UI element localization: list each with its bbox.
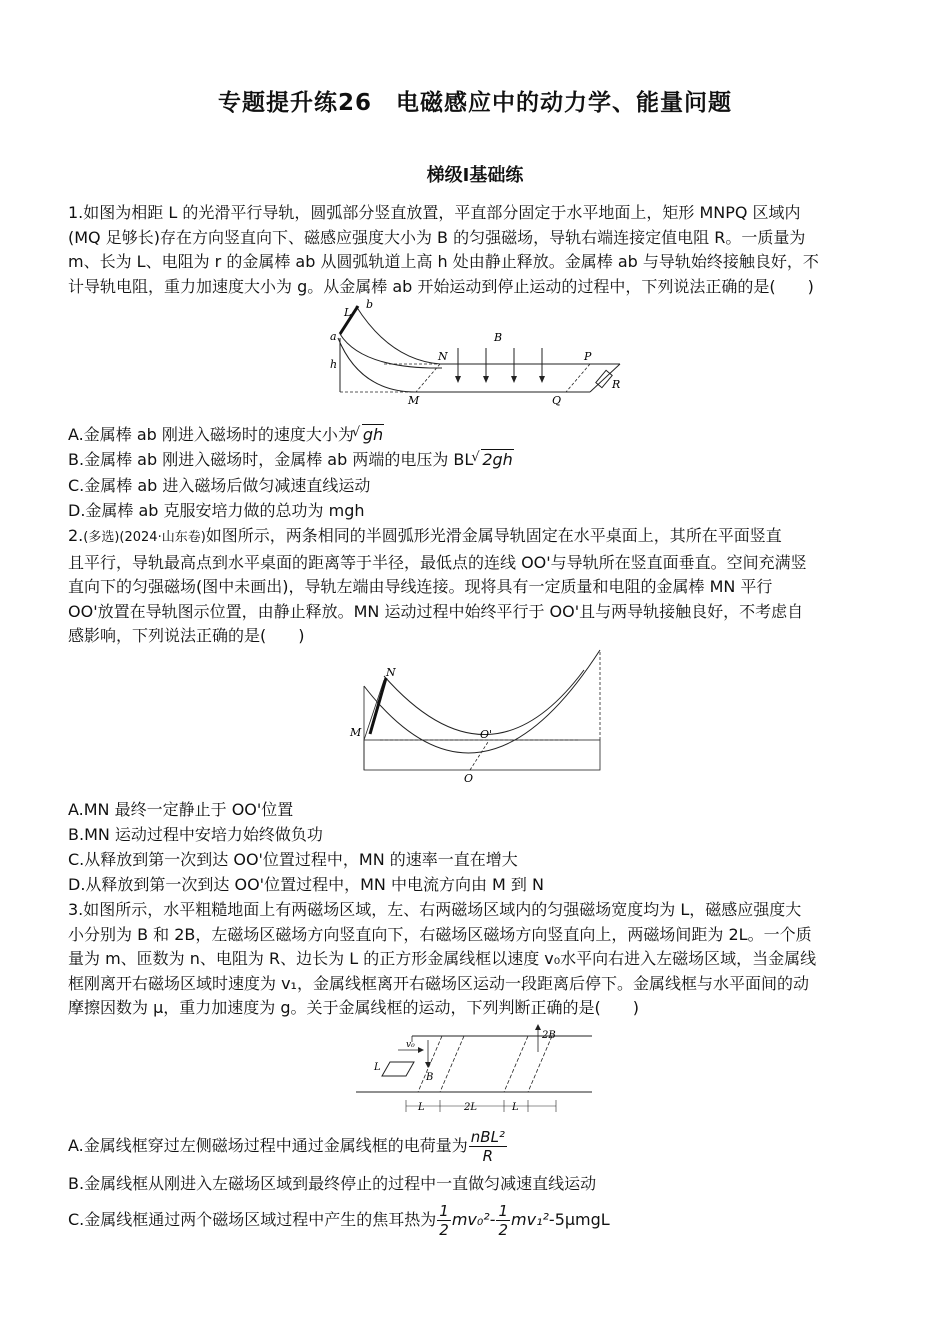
fig-label: L (374, 1062, 381, 1073)
q3-line: 框刚离开右磁场区域时速度为 v₁，金属线框离开右磁场区运动一段距离后停下。金属线框与水平面间的动 (68, 973, 809, 993)
page-title: 专题提升练26 电磁感应中的动力学、能量问题 (217, 90, 732, 116)
q1-line: (MQ 足够长)存在方向竖直向下、磁感应强度大小为 B 的匀强磁场，导轨右端连接定值电阻 R。一质量为 (68, 227, 806, 247)
q2-line: 且平行，导轨最高点到水平桌面的距离等于半径，最低点的连线 OO'与导轨所在竖直面垂直。空间充满竖 (68, 552, 807, 572)
question-2-stem (68, 524, 880, 649)
fig-label: b (366, 298, 374, 311)
q1-option-d: D.金属棒 ab 克服安培力做的总功为 mgh (68, 501, 365, 520)
fig-label: v₀ (406, 1040, 415, 1050)
fig-label: L (418, 1102, 425, 1113)
q2-line: 2.(多选)(2024·山东卷)如图所示，两条相同的半圆弧形光滑金属导轨固定在水平桌面上，其所在平面竖直 (68, 526, 782, 545)
question-3-stem (68, 898, 880, 1021)
q1-option-a: A.金属棒 ab 刚进入磁场时的速度大小为 √ gh (68, 423, 880, 447)
q3-line: 摩擦因数为 μ，重力加速度为 g。关于金属线框的运动，下列判断正确的是( ) (68, 998, 639, 1017)
q1-line: 1.如图为相距 L 的光滑平行导轨，圆弧部分竖直放置，平直部分固定于水平地面上，矩形 MNPQ 区域内 (68, 203, 801, 222)
sqrt-expression: √ 2gh (471, 450, 513, 469)
q1-number: 1. (68, 203, 84, 222)
q2-option-a: A.MN 最终一定静止于 OO'位置 (68, 800, 294, 819)
q3-figure (356, 1022, 596, 1118)
fig-label: 2B (542, 1030, 556, 1041)
fig-label: 2L (464, 1102, 478, 1113)
fig-label: O' (480, 728, 493, 741)
q3-option-b: B.金属线框从刚进入左磁场区域到最终停止的过程中一直做匀减速直线运动 (68, 1174, 597, 1193)
q1-option-c: C.金属棒 ab 进入磁场后做匀减速直线运动 (68, 476, 371, 495)
fig-label: P (584, 350, 592, 363)
fig-label: N (438, 350, 448, 363)
fig-label: h (330, 358, 338, 371)
fig-label: M (350, 726, 362, 739)
fraction: $\frac{\text{nBL²}}{R}$ (470, 1128, 505, 1165)
q3-line: 3.如图所示，水平粗糙地面上有两磁场区域，左、右两磁场区域内的匀强磁场宽度均为 L，磁感应强度大 (68, 900, 802, 919)
fig-label: N (386, 666, 396, 679)
fig-label: L (344, 306, 352, 319)
fig-label: M (408, 394, 420, 407)
q2-option-c: C.从释放到第一次到达 OO'位置过程中，MN 的速率一直在增大 (68, 850, 518, 869)
question-1-stem (68, 201, 880, 299)
fig-label: B (494, 331, 503, 344)
q2-figure (340, 646, 620, 786)
q3-line: 量为 m、匝数为 n、电阻为 R、边长为 L 的正方形金属线框以速度 v₀水平向右进入左磁场区域，当金属线 (68, 949, 817, 968)
q1-figure (320, 298, 630, 410)
q3-line: 小分别为 B 和 2B，左磁场区磁场方向竖直向下，右磁场区磁场方向竖直向上，两磁场间距为 2L。一个质 (68, 924, 812, 944)
fig-label: L (512, 1102, 519, 1113)
q2-line: 感影响，下列说法正确的是( ) (68, 626, 305, 645)
section-level: 梯级Ⅰ基础练 (426, 165, 524, 186)
q2-option-b: B.MN 运动过程中安培力始终做负功 (68, 825, 323, 844)
q1-line: 计导轨电阻，重力加速度大小为 g。从金属棒 ab 开始运动到停止运动的过程中，下列说法正确的是( ) (68, 276, 814, 296)
fig-label: B (426, 1072, 434, 1083)
q3-option-a: A.金属线框穿过左侧磁场过程中通过金属线框的电荷量为 $\frac{\text{nBL²}}{R}$ (68, 1128, 505, 1165)
q2-line: 直向下的匀强磁场(图中未画出)，导轨左端由导线连接。现将具有一定质量和电阻的金属棒 MN 平行 (68, 577, 773, 596)
q3-option-c: C.金属线框通过两个磁场区域过程中产生的焦耳热为 $\frac{1}{2}$ mv₀²- $\frac{1}{2}$ mv₁²-5μmgL (68, 1202, 610, 1239)
fig-label: a (330, 330, 337, 343)
fig-label: Q (552, 394, 562, 407)
fig-label: R (612, 378, 621, 391)
q2-line: OO'放置在导轨图示位置，由静止释放。MN 运动过程中始终平行于 OO'且与两导轨接触良好，不考虑自 (68, 601, 804, 621)
fraction: $\frac{1}{2}$ (439, 1202, 449, 1239)
fig-label: O (464, 772, 474, 785)
sqrt-expression: √ gh (351, 425, 384, 444)
q1-option-b: B.金属棒 ab 刚进入磁场时，金属棒 ab 两端的电压为 BL √ 2gh (68, 448, 880, 472)
fraction: $\frac{1}{2}$ (498, 1202, 509, 1239)
q2-option-d: D.从释放到第一次到达 OO'位置过程中，MN 中电流方向由 M 到 N (68, 875, 544, 894)
q1-line: m、长为 L、电阻为 r 的金属棒 ab 从圆弧轨道上高 h 处由静止释放。金属棒 ab 与导轨始终接触良好，不 (68, 252, 819, 271)
